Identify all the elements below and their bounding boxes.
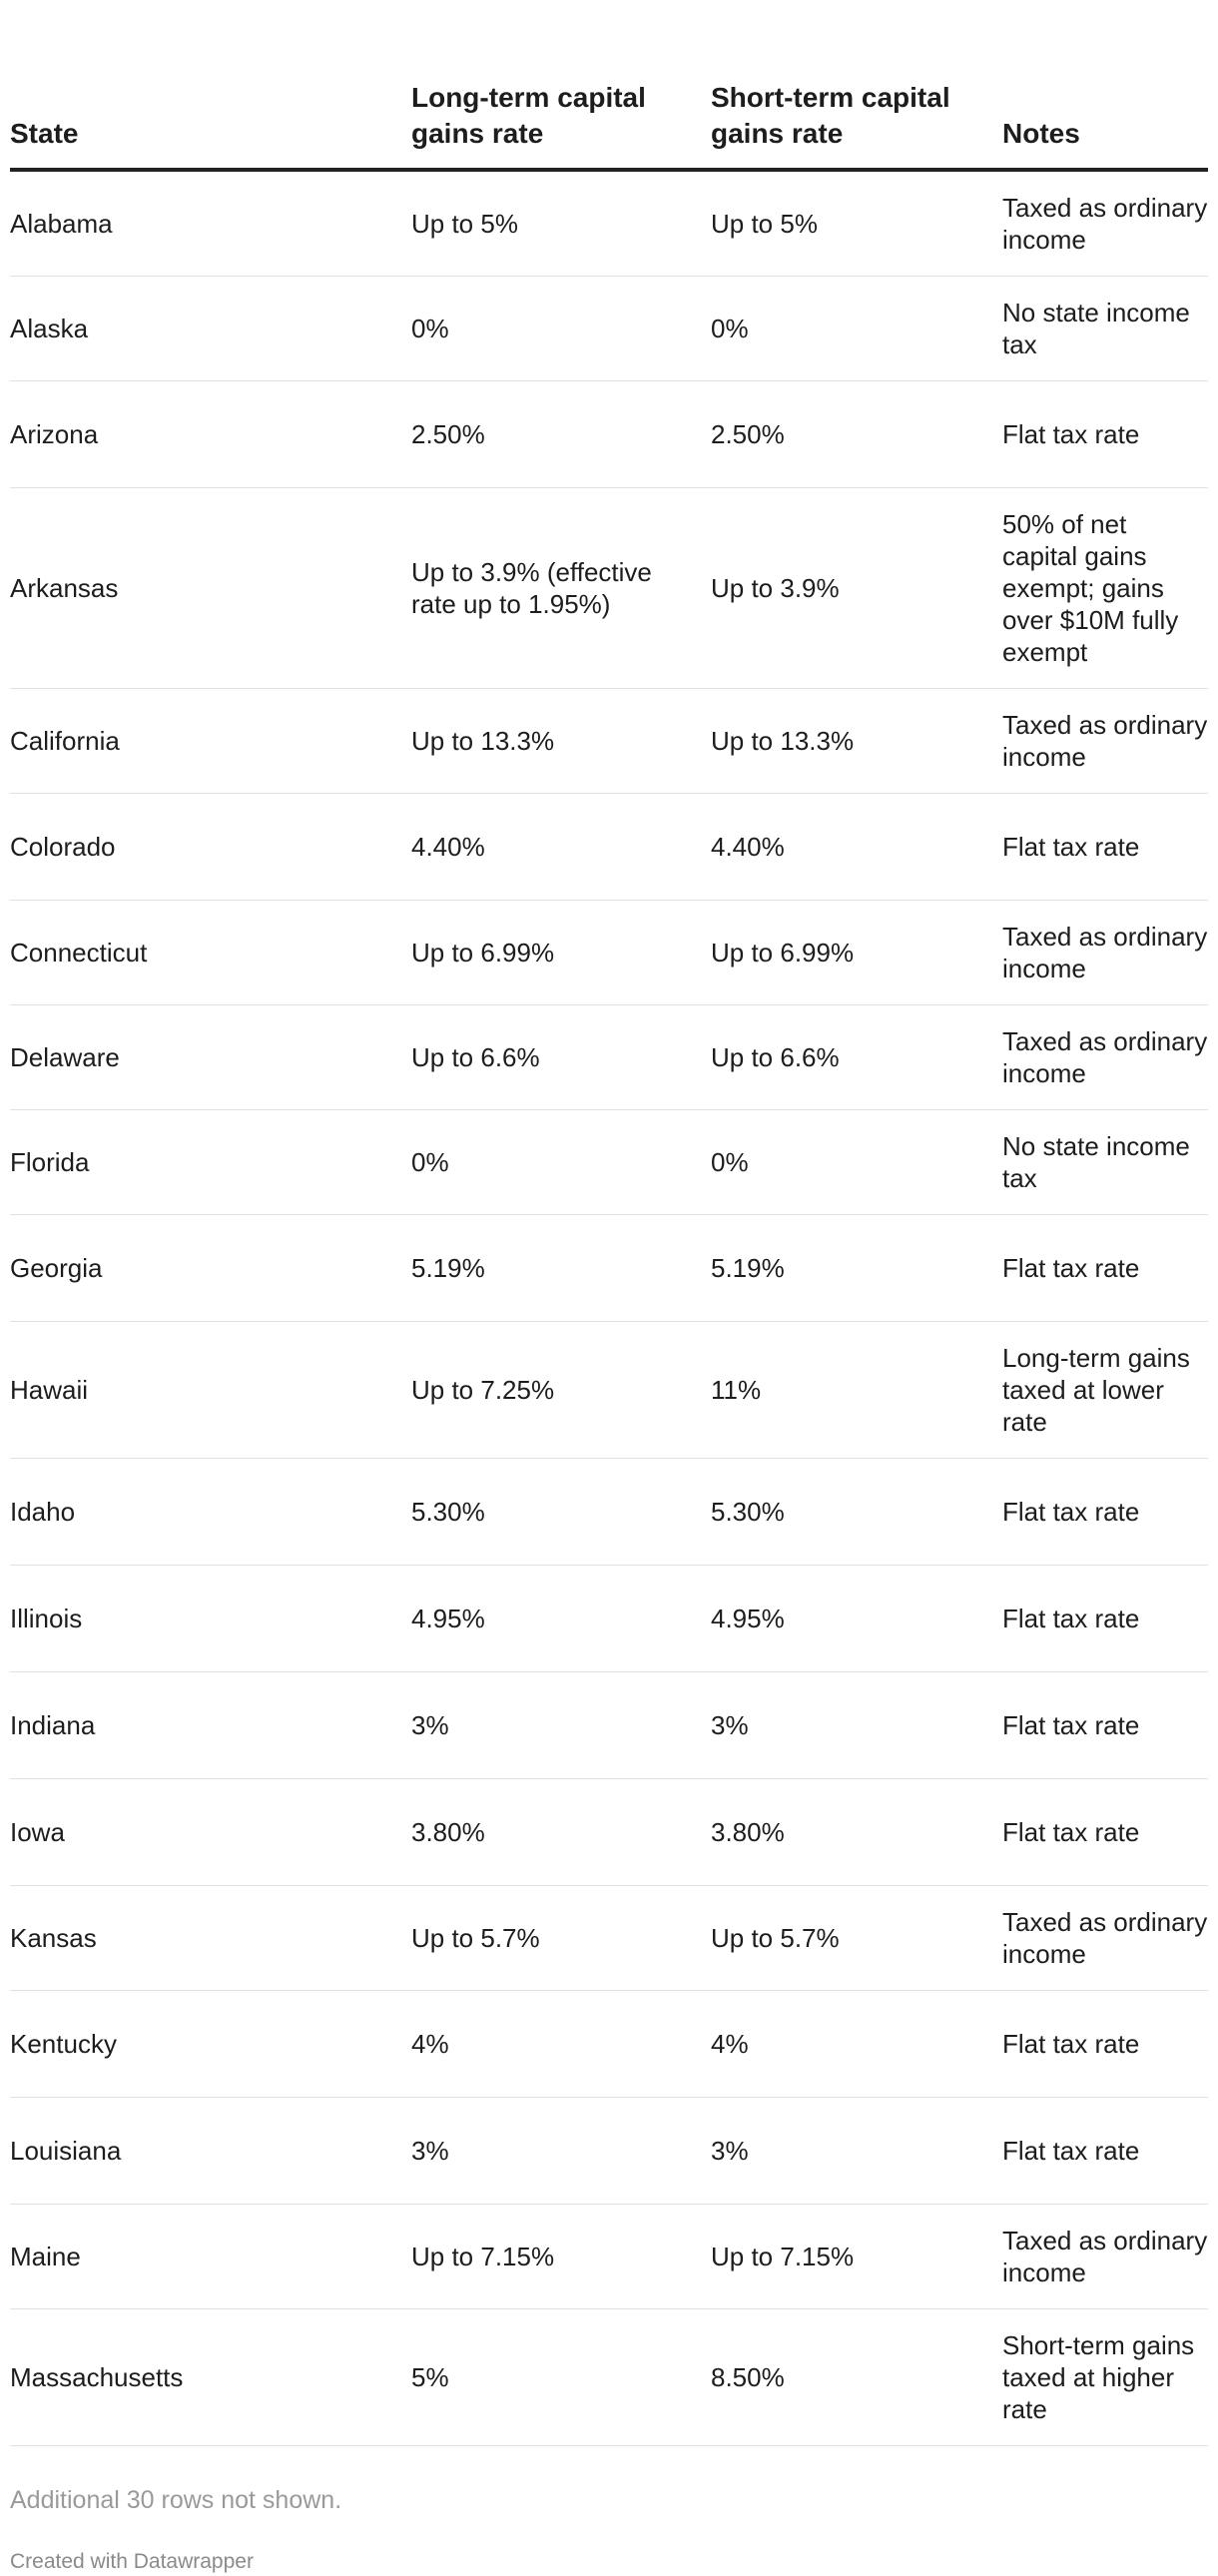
cell-state: Connecticut [10, 901, 411, 1005]
cell-notes: Flat tax rate [1002, 1779, 1208, 1886]
cell-long-term: 5.30% [411, 1459, 711, 1566]
table-row [10, 901, 1208, 1005]
header-short-term[interactable]: Short-term capital gains rate [711, 0, 1002, 170]
cell-state: Delaware [10, 1005, 411, 1110]
cell-short-term: Up to 6.99% [711, 901, 1002, 1005]
cell-state: Arizona [10, 381, 411, 488]
cell-state: California [10, 689, 411, 794]
table-row [10, 277, 1208, 381]
cell-long-term: 2.50% [411, 381, 711, 488]
cell-long-term: 4% [411, 1991, 711, 2098]
cell-long-term: 4.95% [411, 1566, 711, 1672]
cell-state: Arkansas [10, 488, 411, 689]
cell-long-term: Up to 5% [411, 170, 711, 277]
cell-long-term: Up to 7.25% [411, 1322, 711, 1459]
cell-state: Alaska [10, 277, 411, 381]
cell-long-term: 0% [411, 277, 711, 381]
cell-state: Louisiana [10, 2098, 411, 2205]
table-row [10, 689, 1208, 794]
cell-long-term: 3.80% [411, 1779, 711, 1886]
cell-state: Iowa [10, 1779, 411, 1886]
cell-notes: Taxed as ordinary income [1002, 689, 1208, 794]
table-row [10, 1672, 1208, 1779]
cell-state: Illinois [10, 1566, 411, 1672]
cell-state: Indiana [10, 1672, 411, 1779]
table-row [10, 1110, 1208, 1215]
table-row [10, 381, 1208, 488]
cell-state: Idaho [10, 1459, 411, 1566]
cell-notes: Flat tax rate [1002, 381, 1208, 488]
cell-long-term: Up to 5.7% [411, 1886, 711, 1991]
table-row [10, 2098, 1208, 2205]
table-row [10, 488, 1208, 689]
cell-notes: Flat tax rate [1002, 794, 1208, 901]
datawrapper-credit[interactable]: Created with Datawrapper [10, 2550, 254, 2573]
table-row [10, 1566, 1208, 1672]
cell-notes: Flat tax rate [1002, 1672, 1208, 1779]
cell-notes: Taxed as ordinary income [1002, 1005, 1208, 1110]
cell-short-term: 11% [711, 1322, 1002, 1459]
cell-short-term: Up to 3.9% [711, 488, 1002, 689]
cell-notes: Taxed as ordinary income [1002, 2205, 1208, 2309]
cell-notes: Taxed as ordinary income [1002, 1886, 1208, 1991]
cell-long-term: 5.19% [411, 1215, 711, 1322]
cell-short-term: Up to 7.15% [711, 2205, 1002, 2309]
cell-long-term: 3% [411, 2098, 711, 2205]
table-row [10, 794, 1208, 901]
cell-short-term: 4.95% [711, 1566, 1002, 1672]
table-row [10, 2309, 1208, 2446]
cell-notes: Taxed as ordinary income [1002, 901, 1208, 1005]
cell-state: Colorado [10, 794, 411, 901]
cell-state: Alabama [10, 170, 411, 277]
cell-long-term: 4.40% [411, 794, 711, 901]
cell-notes: Taxed as ordinary income [1002, 170, 1208, 277]
table-row [10, 1886, 1208, 1991]
cell-notes: 50% of net capital gains exempt; gains over $10M fully exempt [1002, 488, 1208, 689]
cell-short-term: 3% [711, 2098, 1002, 2205]
cell-notes: No state income tax [1002, 1110, 1208, 1215]
cell-short-term: 5.30% [711, 1459, 1002, 1566]
cell-notes: Flat tax rate [1002, 1215, 1208, 1322]
cell-long-term: 0% [411, 1110, 711, 1215]
cell-long-term: Up to 13.3% [411, 689, 711, 794]
cell-notes: Long-term gains taxed at lower rate [1002, 1322, 1208, 1459]
cell-long-term: Up to 6.99% [411, 901, 711, 1005]
cell-short-term: Up to 5.7% [711, 1886, 1002, 1991]
table-row [10, 1005, 1208, 1110]
cell-notes: Flat tax rate [1002, 1459, 1208, 1566]
rows-not-shown-note: Additional 30 rows not shown. [10, 2486, 342, 2514]
cell-short-term: 5.19% [711, 1215, 1002, 1322]
header-notes[interactable]: Notes [1002, 0, 1208, 170]
capital-gains-table [10, 0, 1208, 2446]
table-row [10, 1459, 1208, 1566]
cell-short-term: 3% [711, 1672, 1002, 1779]
cell-notes: Flat tax rate [1002, 2098, 1208, 2205]
table-row [10, 1779, 1208, 1886]
cell-long-term: Up to 6.6% [411, 1005, 711, 1110]
cell-notes: Flat tax rate [1002, 1566, 1208, 1672]
table-header-row [10, 0, 1208, 170]
cell-notes: Flat tax rate [1002, 1991, 1208, 2098]
cell-state: Kansas [10, 1886, 411, 1991]
cell-short-term: Up to 5% [711, 170, 1002, 277]
cell-state: Kentucky [10, 1991, 411, 2098]
table-row [10, 1215, 1208, 1322]
cell-long-term: Up to 7.15% [411, 2205, 711, 2309]
cell-long-term: Up to 3.9% (effective rate up to 1.95%) [411, 488, 711, 689]
cell-state: Maine [10, 2205, 411, 2309]
cell-state: Georgia [10, 1215, 411, 1322]
cell-long-term: 5% [411, 2309, 711, 2446]
cell-long-term: 3% [411, 1672, 711, 1779]
cell-short-term: 2.50% [711, 381, 1002, 488]
cell-state: Massachusetts [10, 2309, 411, 2446]
table-row [10, 1991, 1208, 2098]
cell-short-term: 4% [711, 1991, 1002, 2098]
table-row [10, 2205, 1208, 2309]
cell-short-term: Up to 6.6% [711, 1005, 1002, 1110]
cell-notes: Short-term gains taxed at higher rate [1002, 2309, 1208, 2446]
cell-short-term: 8.50% [711, 2309, 1002, 2446]
cell-short-term: 4.40% [711, 794, 1002, 901]
table-row [10, 170, 1208, 277]
cell-short-term: 3.80% [711, 1779, 1002, 1886]
cell-short-term: Up to 13.3% [711, 689, 1002, 794]
cell-short-term: 0% [711, 1110, 1002, 1215]
header-long-term[interactable]: Long-term capital gains rate [411, 0, 711, 170]
cell-state: Florida [10, 1110, 411, 1215]
cell-short-term: 0% [711, 277, 1002, 381]
table-row [10, 1322, 1208, 1459]
cell-state: Hawaii [10, 1322, 411, 1459]
header-state[interactable]: State [10, 0, 411, 170]
cell-notes: No state income tax [1002, 277, 1208, 381]
